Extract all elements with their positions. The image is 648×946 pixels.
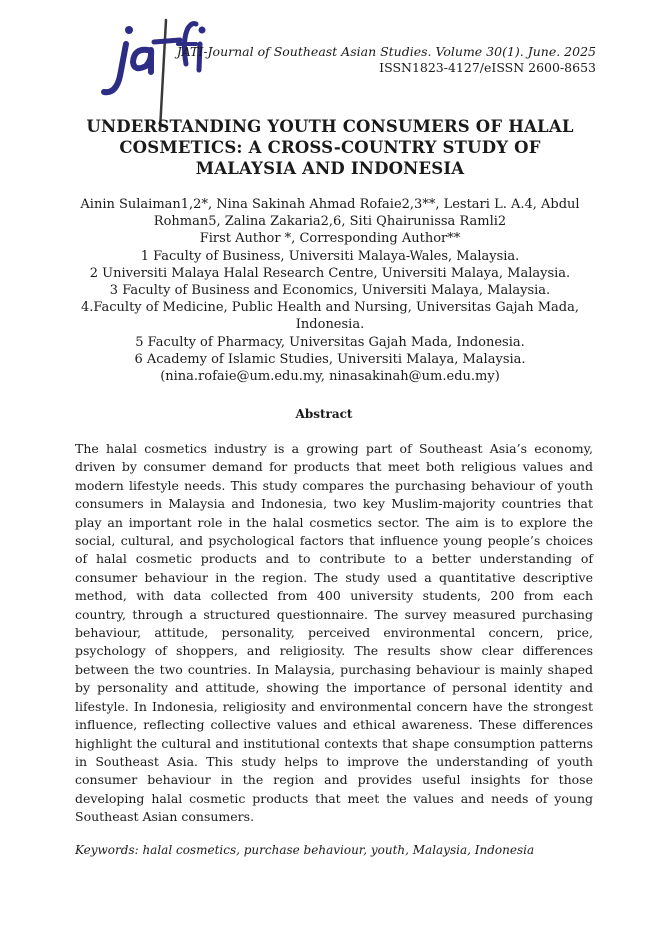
affiliation: 2 Universiti Malaya Halal Research Centre, Universiti Malaya, Malaysia.	[89, 265, 571, 281]
affiliation: 3 Faculty of Business and Economics, Universiti Malaya, Malaysia.	[109, 283, 551, 299]
keywords: Keywords: halal cosmetics, purchase behaviour, youth, Malaysia, Indonesia	[75, 843, 535, 857]
abstract-heading: Abstract	[295, 407, 353, 421]
affiliation: Indonesia.	[295, 317, 365, 333]
title-line: UNDERSTANDING YOUTH CONSUMERS OF HALAL	[86, 117, 574, 136]
journal-citation: JATI-Journal of Southeast Asian Studies. Volume 30(1). June. 2025	[176, 44, 596, 59]
abstract-text: The halal cosmetics industry is a growing part of Southeast Asia’s economy, driven by consumer demand for products that meet both religious values and modern lifestyle needs. This study compares the purchasing behaviour of youth consumers in Malaysia and Indonesia, two key Muslim-majority countries that play an important role in the halal cosmetics sector. The aim is to explore the social, cultural, and psychological factors that influence young people’s choices of halal cosmetic products and to contribute to a better understanding of consumer behaviour in the region. The study used a quantitative descriptive method, with data collected from 400 university students, 200 from each country, through a structured questionnaire. The survey measured purchasing behaviour, attitude, personality, perceived environmental concern, price, psychology of shoppers, and religiosity. The results show clear differences between the two countries. In Malaysia, purchasing behaviour is mainly shaped by personality and attitude, showing the importance of personal identity and lifestyle. In Indonesia, religiosity and environmental concern have the strongest influence, reflecting collective values and ethical awareness. These differences highlight the cultural and institutional contexts that shape consumption patterns in Southeast Asia. This study helps to improve the understanding of youth consumer behaviour in the region and provides useful insights for those developing halal cosmetic products that meet the values and needs of young Southeast Asian consumers.	[75, 441, 593, 825]
journal-issn: ISSN1823-4127/eISSN 2600-8653	[379, 60, 596, 75]
author-names: Ainin Sulaiman1,2*, Nina Sakinah Ahmad Rofaie2,3**, Lestari L. A.4, Abdul	[80, 197, 580, 212]
author-names: Rohman5, Zalina Zakaria2,6, Siti Qhairunissa Ramli2	[153, 214, 507, 230]
affiliation: 6 Academy of Islamic Studies, Universiti Malaya, Malaysia.	[134, 351, 526, 367]
title-line: MALAYSIA AND INDONESIA	[195, 159, 465, 178]
title-line: COSMETICS: A CROSS-COUNTRY STUDY OF	[119, 138, 541, 157]
affiliation: 5 Faculty of Pharmacy, Universitas Gajah Mada, Indonesia.	[135, 334, 525, 350]
affiliation: 4.Faculty of Medicine, Public Health and Nursing, Universitas Gajah Mada,	[80, 300, 580, 316]
paper-title	[60, 116, 600, 179]
journal-info	[177, 44, 596, 76]
author-roles: First Author *, Corresponding Author**	[199, 231, 461, 247]
affiliation: 1 Faculty of Business, Universiti Malaya-Wales, Malaysia.	[140, 248, 520, 264]
author-emails: (nina.rofaie@um.edu.my, ninasakinah@um.edu.my)	[160, 369, 500, 385]
author-block	[60, 196, 600, 385]
